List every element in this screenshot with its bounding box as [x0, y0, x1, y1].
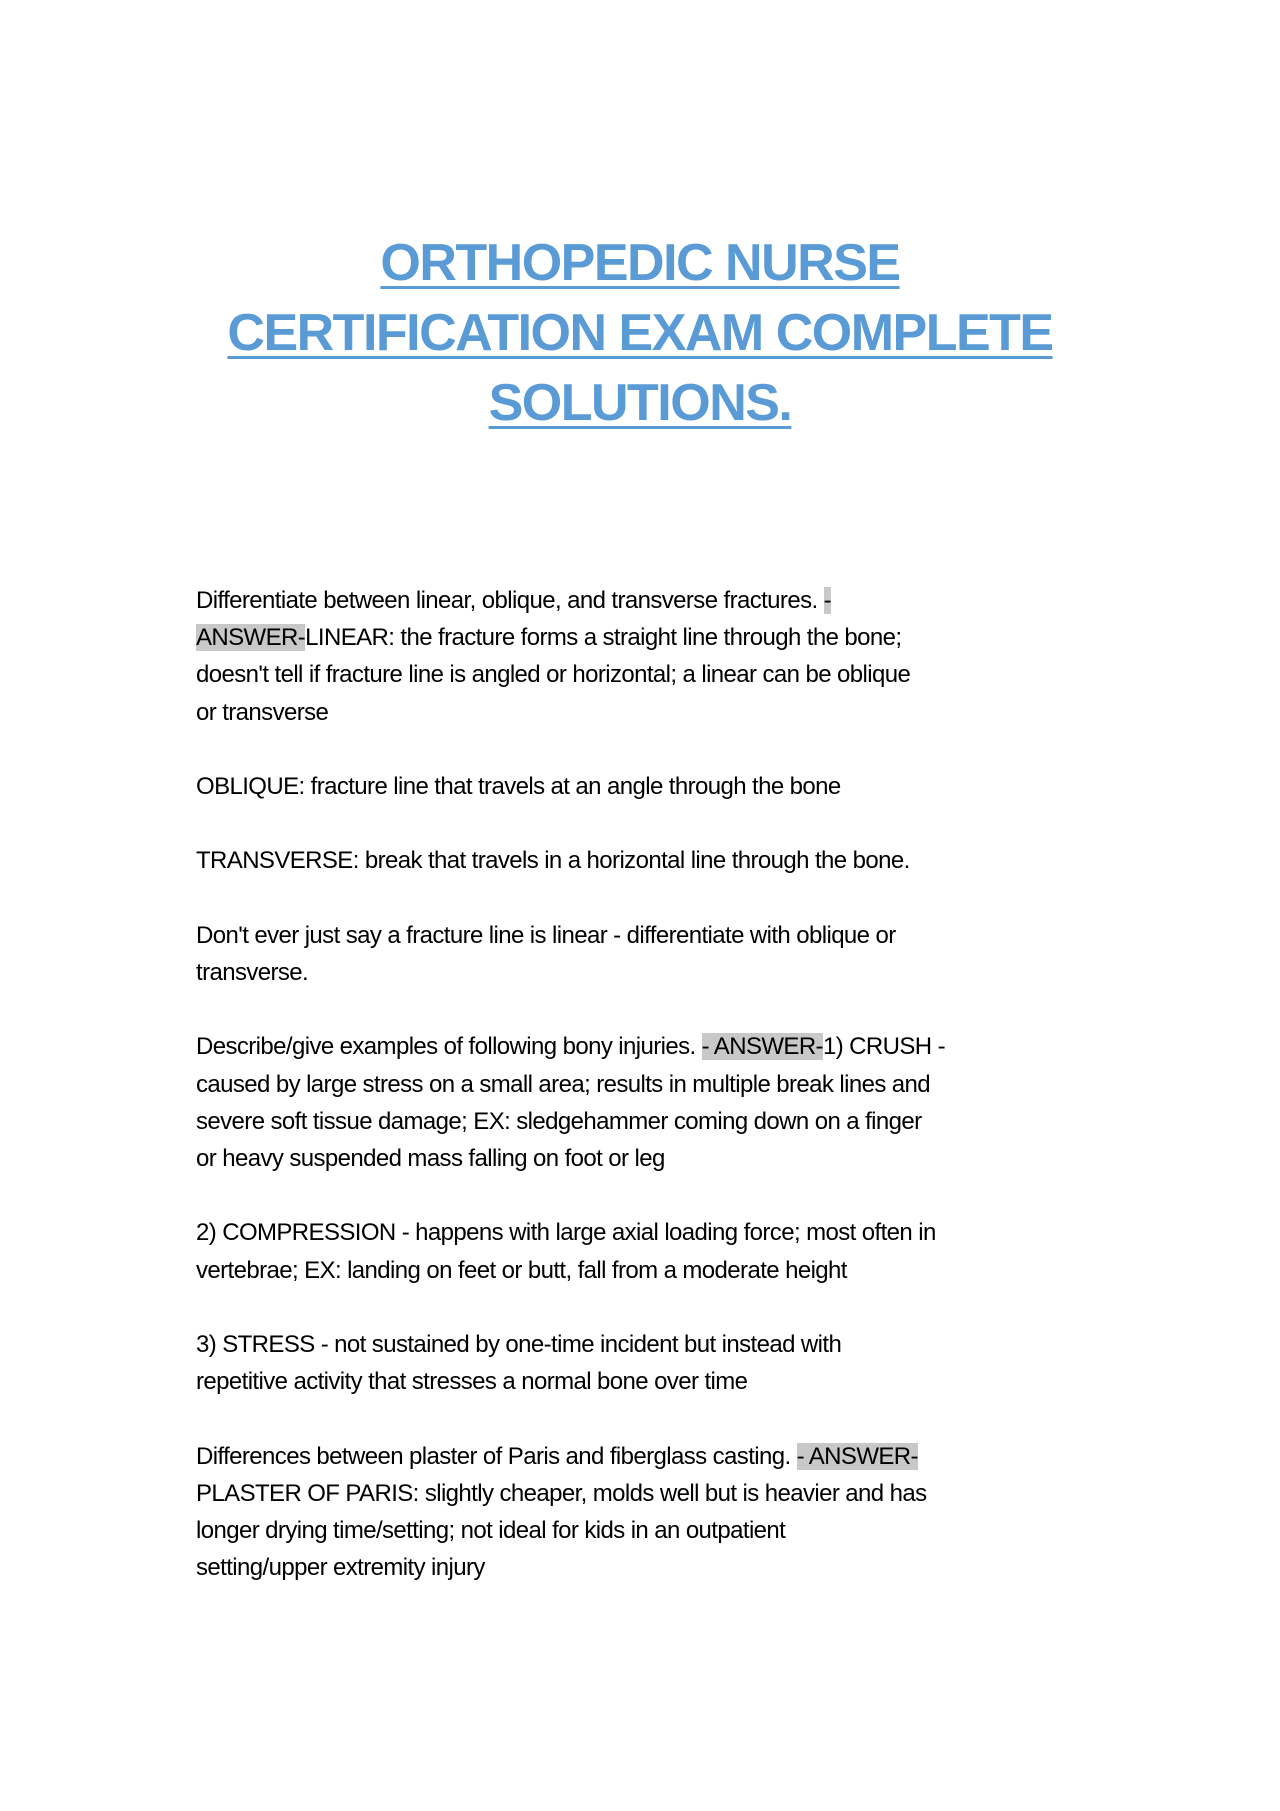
text-segment: transverse. — [196, 958, 309, 986]
text-line — [196, 1066, 1096, 1103]
text-line — [196, 656, 1096, 693]
title-line-2 — [0, 298, 1280, 368]
answer-marker-highlight: - ANSWER- — [796, 1442, 918, 1470]
question-answer-paragraph — [196, 917, 1096, 991]
text-line — [196, 1438, 1096, 1475]
answer-marker-highlight: - ANSWER- — [701, 1033, 823, 1061]
text-segment: severe soft tissue damage; EX: sledgehammer coming down on a finger — [196, 1107, 922, 1135]
text-line — [196, 1512, 1096, 1549]
text-segment: longer drying time/setting; not ideal for kids in an outpatient — [196, 1516, 786, 1544]
title-line-text: SOLUTIONS. — [488, 374, 792, 432]
question-answer-paragraph — [196, 1438, 1096, 1587]
question-answer-paragraph — [196, 842, 1096, 879]
text-segment: or transverse — [196, 698, 329, 726]
text-segment: doesn't tell if fracture line is angled or horizontal; a linear can be oblique — [196, 661, 911, 689]
text-segment: Differentiate between linear, oblique, and transverse fractures. — [196, 587, 824, 614]
title-line-3 — [0, 368, 1280, 438]
text-segment: OBLIQUE: fracture line that travels at an angle through the bone — [196, 773, 841, 800]
document-body — [196, 582, 1096, 1624]
text-segment: Don't ever just say a fracture line is linear - differentiate with oblique or — [196, 921, 896, 949]
text-segment: setting/upper extremity injury — [196, 1554, 485, 1582]
text-segment: PLASTER OF PARIS: slightly cheaper, molds well but is heavier and has — [196, 1479, 927, 1507]
question-answer-paragraph — [196, 582, 1096, 731]
question-answer-paragraph — [196, 1214, 1096, 1288]
text-segment: vertebrae; EX: landing on feet or butt, fall from a moderate height — [196, 1256, 847, 1284]
text-line — [196, 954, 1096, 991]
text-line — [196, 917, 1096, 954]
text-line — [196, 768, 1096, 805]
text-line — [196, 1028, 1096, 1065]
text-line — [196, 1363, 1096, 1400]
question-answer-paragraph — [196, 768, 1096, 805]
text-line — [196, 582, 1096, 619]
text-segment: Differences between plaster of Paris and fiberglass casting. — [196, 1442, 797, 1470]
question-answer-paragraph — [196, 1028, 1096, 1177]
text-line — [196, 1140, 1096, 1177]
text-line — [196, 1326, 1096, 1363]
text-line — [196, 694, 1096, 731]
text-line — [196, 1214, 1096, 1251]
text-line — [196, 1103, 1096, 1140]
text-segment: repetitive activity that stresses a normal bone over time — [196, 1368, 748, 1396]
text-line — [196, 1549, 1096, 1586]
text-segment: 3) STRESS - not sustained by one-time incident but instead with — [196, 1330, 842, 1358]
text-segment: Describe/give examples of following bony injuries. — [196, 1033, 702, 1061]
text-segment: LINEAR: the fracture forms a straight line through the bone; — [305, 624, 902, 652]
text-line — [196, 1252, 1096, 1289]
text-segment: caused by large stress on a small area; results in multiple break lines and — [196, 1070, 931, 1098]
title-line-1 — [0, 228, 1280, 298]
text-segment: or heavy suspended mass falling on foot or leg — [196, 1144, 665, 1172]
title-line-text: ORTHOPEDIC NURSE — [380, 234, 900, 292]
text-line — [196, 842, 1096, 879]
document-title — [0, 228, 1280, 438]
answer-marker-highlight: ANSWER- — [196, 624, 306, 652]
answer-marker-highlight: - — [823, 587, 832, 614]
text-segment: 1) CRUSH - — [822, 1033, 945, 1061]
text-segment: 2) COMPRESSION - happens with large axial loading force; most often in — [196, 1219, 936, 1247]
text-line — [196, 619, 1096, 656]
title-line-text: CERTIFICATION EXAM COMPLETE — [227, 304, 1053, 362]
text-line — [196, 1475, 1096, 1512]
question-answer-paragraph — [196, 1326, 1096, 1400]
text-segment: TRANSVERSE: break that travels in a horizontal line through the bone. — [196, 847, 910, 875]
